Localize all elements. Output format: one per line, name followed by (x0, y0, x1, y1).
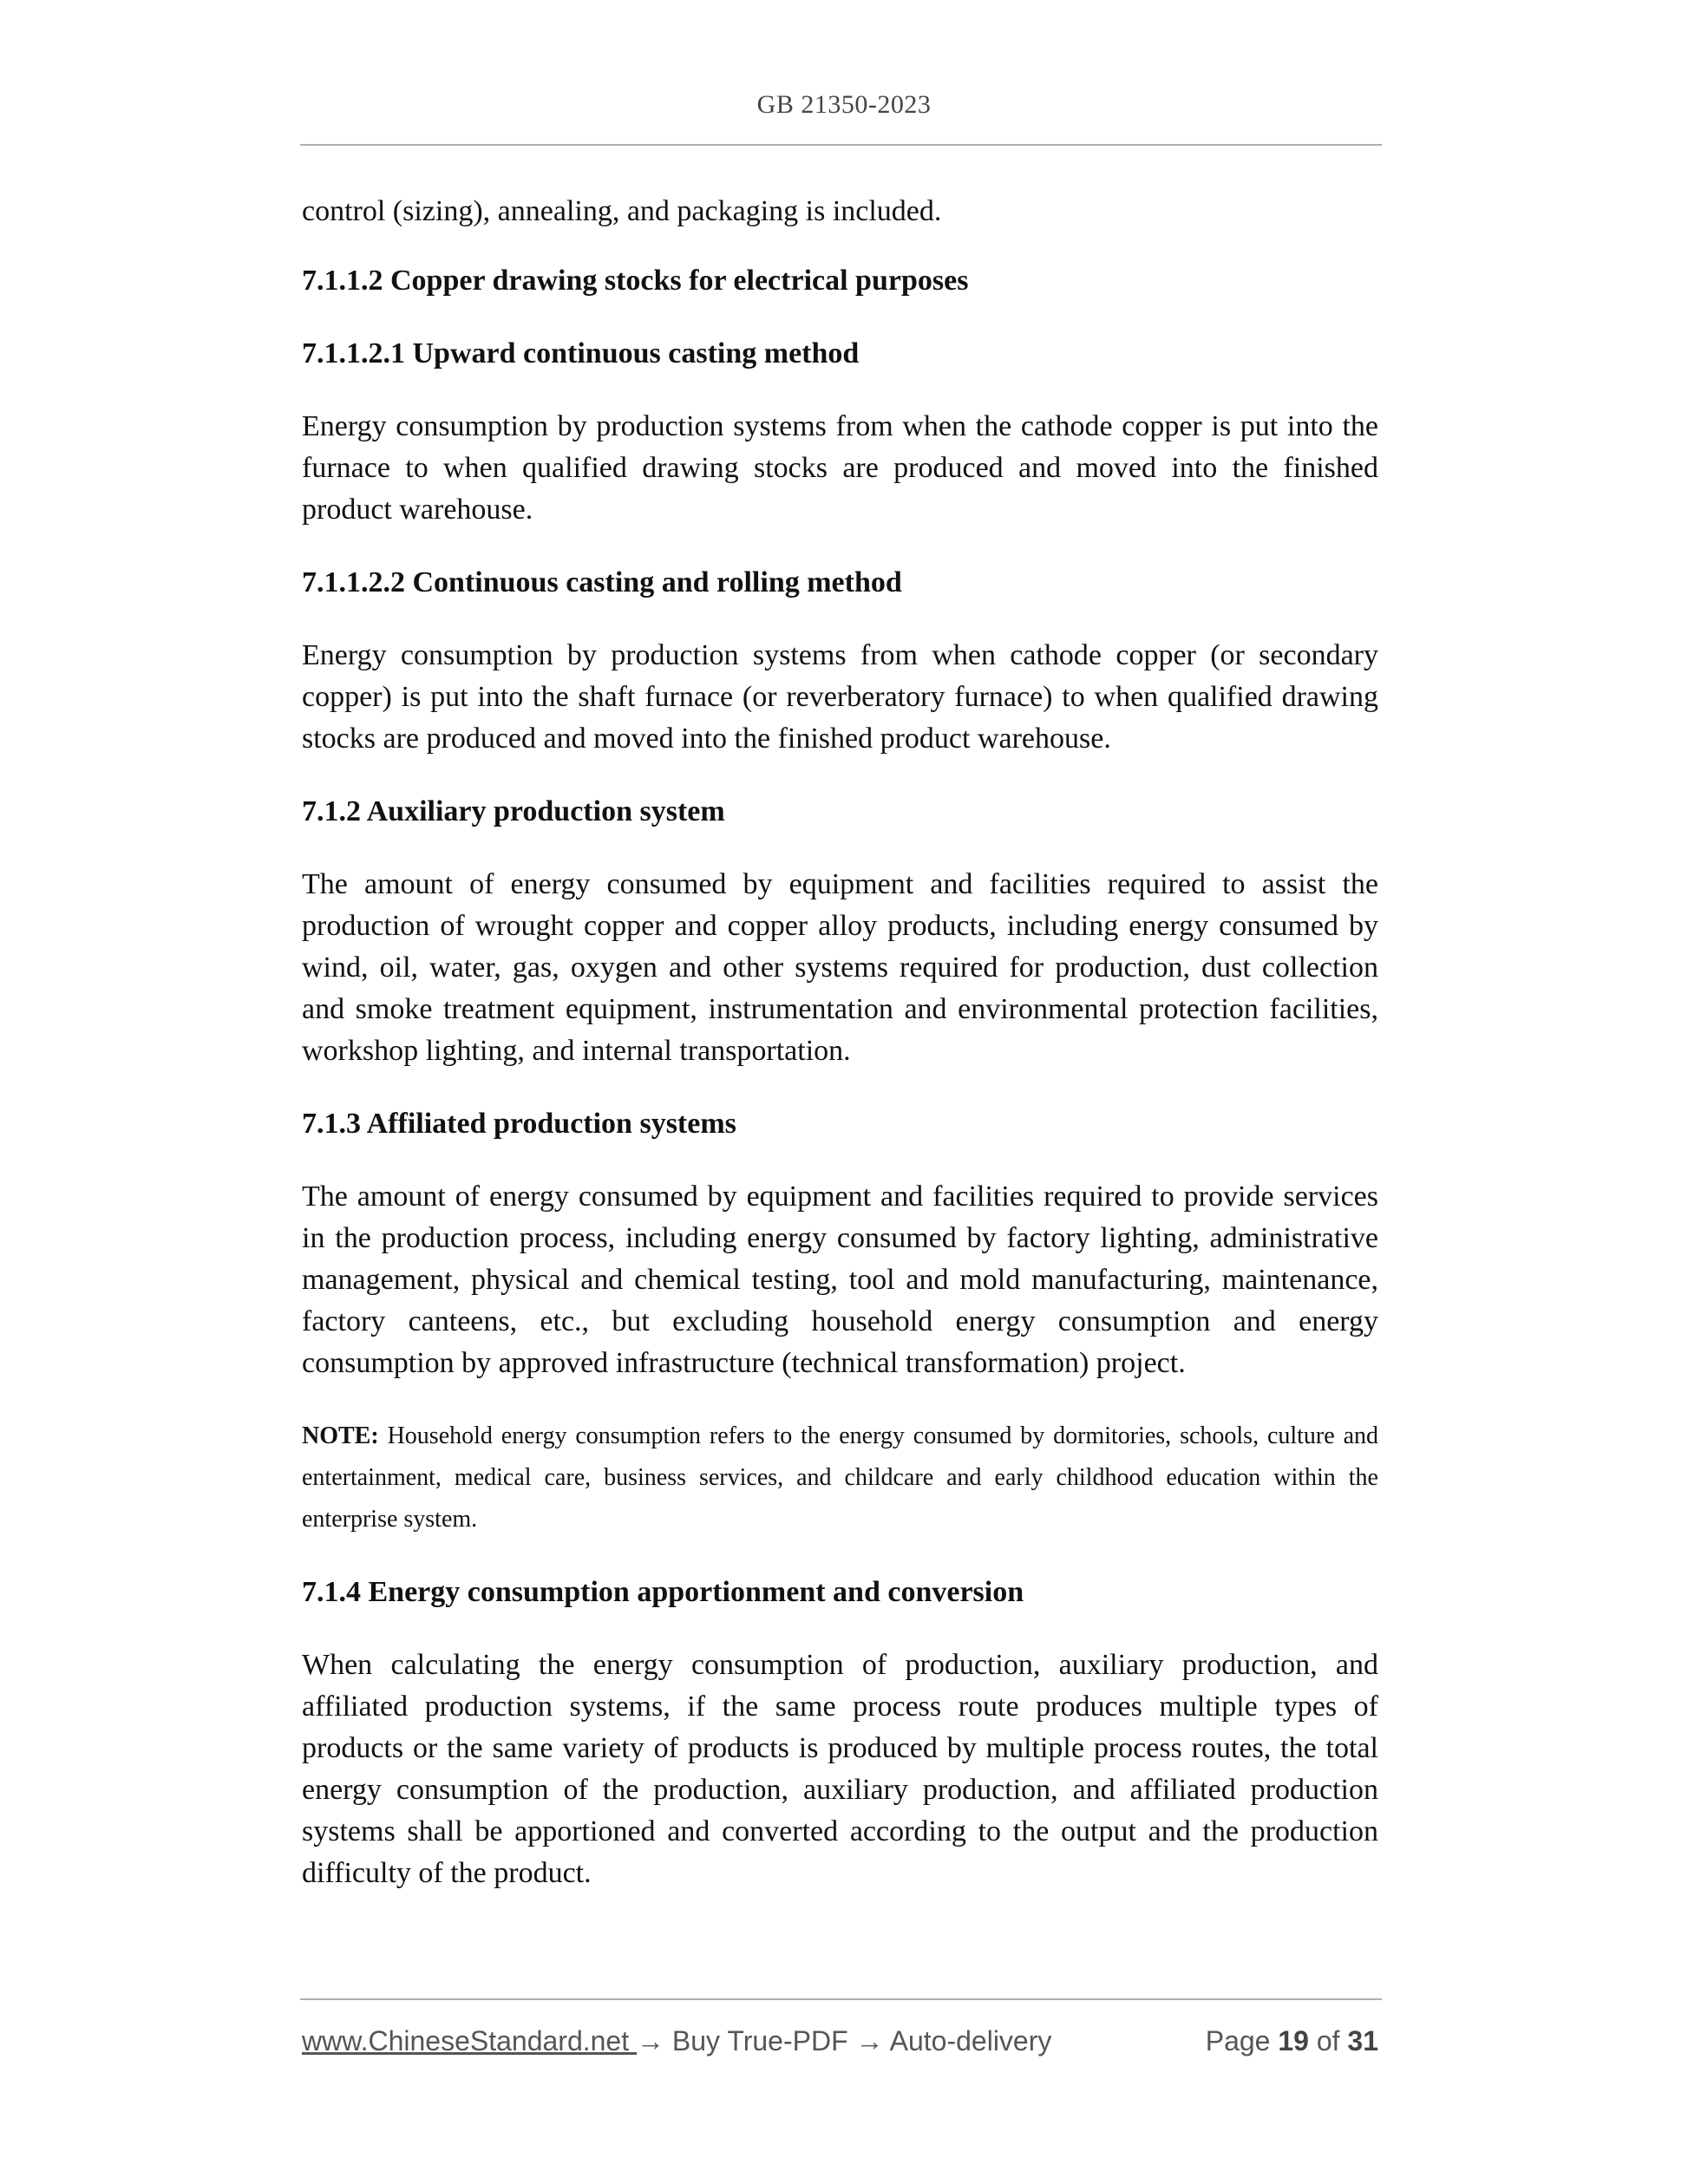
arrow-right-icon: → (855, 2025, 884, 2056)
heading-7-1-1-2-1: 7.1.1.2.1 Upward continuous casting method (302, 337, 860, 369)
footer-divider (300, 1998, 1382, 2000)
heading-7-1-2: 7.1.2 Auxiliary production system (302, 795, 725, 827)
paragraph-affiliated-production: The amount of energy consumed by equipment and facilities required to provide services in the production process, including energy consumed by factory lighting, administrative management, physical and chemical testing, tool and mold manufacturing, maintenance, factory canteens, etc., but excluding household energy consumption and energy consumption by approved infrastructure (technical transformation) project. (302, 1180, 1378, 1379)
heading-7-1-4: 7.1.4 Energy consumption apportionment and conversion (302, 1576, 1024, 1608)
paragraph-apportionment: When calculating the energy consumption of production, auxiliary production, and affiliated production systems, if the same process route produces multiple types of products or the same variety of products is produced by multiple process routes, the total energy consumption of the production, auxiliary production, and affiliated production systems shall be apportioned and converted according to the output and the production difficulty of the product. (302, 1649, 1378, 1889)
page-current: 19 (1278, 2025, 1309, 2056)
page-total: 31 (1347, 2025, 1378, 2056)
page-label: Page (1205, 2025, 1271, 2056)
auto-delivery-text: Auto-delivery (889, 2025, 1052, 2056)
paragraph-continuous-casting: Energy consumption by production systems from when cathode copper (or secondary copper) is put into the shaft furnace (or reverberatory furnace) to when qualified drawing stocks are produced and moved into the finished product warehouse. (302, 639, 1378, 755)
heading-7-1-1-2: 7.1.1.2 Copper drawing stocks for electrical purposes (302, 265, 969, 297)
paragraph-upward-casting: Energy consumption by production systems from when the cathode copper is put into the furnace to when qualified drawing stocks are produced and moved into the finished product warehouse. (302, 410, 1378, 526)
page-footer (302, 2021, 1378, 2061)
paragraph-auxiliary-production: The amount of energy consumed by equipment and facilities required to assist the production of wrought copper and copper alloy products, including energy consumed by wind, oil, water, gas, oxygen and other systems required for production, dust collection and smoke treatment equipment, instrumentation and environmental protection facilities, workshop lighting, and internal transportation. (302, 868, 1378, 1067)
page-number (1206, 2021, 1378, 2061)
paragraph-continuation: control (sizing), annealing, and packaging is included. (302, 195, 942, 227)
arrow-right-icon: → (637, 2025, 664, 2056)
chinesestandard-link[interactable]: www.ChineseStandard.net (302, 2025, 637, 2056)
note-text: Household energy consumption refers to the energy consumed by dormitories, schools, culture and entertainment, medical care, business services, and childcare and early childhood education within the enterprise system. (302, 1422, 1378, 1533)
header-divider (300, 144, 1382, 146)
heading-7-1-1-2-2: 7.1.1.2.2 Continuous casting and rolling method (302, 566, 902, 598)
buy-true-pdf-text: Buy True-PDF (671, 2025, 848, 2056)
document-header-title: GB 21350-2023 (756, 90, 932, 119)
page-of: of (1316, 2025, 1340, 2056)
note-block (302, 1416, 1378, 1540)
document-body (302, 191, 1378, 1926)
heading-7-1-3: 7.1.3 Affiliated production systems (302, 1108, 736, 1140)
note-label: NOTE: (302, 1422, 379, 1449)
footer-promo (302, 2021, 1051, 2061)
